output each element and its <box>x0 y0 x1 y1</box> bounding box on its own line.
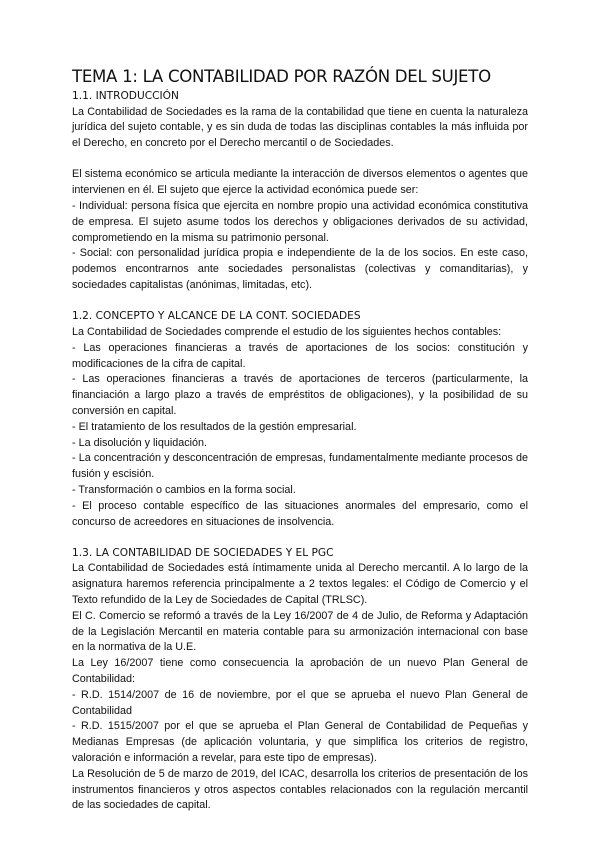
list-item: - El tratamiento de los resultados de la gestión empresarial. <box>72 420 357 433</box>
section-spacer <box>72 294 528 310</box>
paragraph: La Contabilidad de Sociedades es la rama de la contabilidad que tiene en cuenta la naturaleza jurídica del sujeto contable, y es sin duda de todas las disciplinas contables la más influida por el Derecho, en concreto por el Derecho mercantil o de Sociedades. <box>72 105 528 150</box>
paragraph: El C. Comercio se reformó a través de la Ley 16/2007 de 4 de Julio, de Reforma y Adaptación de la Legislación Mercantil en materia contable para su armonización internacional con base en la normativa de la U.E. <box>72 609 528 654</box>
paragraph-spacer <box>72 152 528 168</box>
document-page <box>72 66 528 814</box>
paragraph: La Resolución de 5 de marzo de 2019, del ICAC, desarrolla los criterios de presentación de los instrumentos financieros y otros aspectos contables relacionados con la regulación mercantil de las sociedades de capital. <box>72 767 528 812</box>
section-spacer <box>72 530 528 546</box>
section-heading-pgc: 1.3. LA CONTABILIDAD DE SOCIEDADES Y EL PGC <box>72 546 334 559</box>
list-item: - La disolución y liquidación. <box>72 436 208 449</box>
paragraph: La Ley 16/2007 tiene como consecuencia la aprobación de un nuevo Plan General de Contabilidad: <box>72 657 528 685</box>
list-item: - El proceso contable específico de las situaciones anormales del empresario, como el concurso de acreedores en situaciones de insolvencia. <box>72 499 528 528</box>
list-item: - Individual: persona física que ejercita en nombre propio una actividad económica constitutiva de empresa. El sujeto asume todos los derechos y obligaciones derivados de su actividad, comprometiendo en la misma su patrimonio personal. <box>72 200 528 244</box>
document-title: TEMA 1: LA CONTABILIDAD POR RAZÓN DEL SUJETO <box>72 67 491 86</box>
list-item: - Las operaciones financieras a través de aportaciones de los socios: constitución y modificaciones de la cifra de capital. <box>72 341 528 370</box>
list-item: - Las operaciones financieras a través de aportaciones de terceros (particularmente, la financiación a largo plazo a través de empréstitos de obligaciones), y la posibilidad de su conversión en capital. <box>72 373 528 417</box>
section-heading-introduccion: 1.1. INTRODUCCIÓN <box>72 90 179 102</box>
paragraph: El sistema económico se articula mediante la interacción de diversos elementos o agentes que intervienen en él. El sujeto que ejerce la actividad económica puede ser: <box>72 168 528 197</box>
list-item: - R.D. 1515/2007 por el que se aprueba el Plan General de Contabilidad de Pequeñas y Medianas Empresas (de aplicación voluntaria, y que simplifica los criterios de registro, valoración e información a revelar, para este tipo de empresas). <box>72 720 528 764</box>
list-item: - Social: con personalidad jurídica propia e independiente de la de los socios. En este caso, podemos encontrarnos ante sociedades personalistas (colectivas y comanditarias), y sociedades capitalistas (anónimas, limitadas, etc). <box>72 247 528 292</box>
paragraph: La Contabilidad de Sociedades está íntimamente unida al Derecho mercantil. A lo largo de la asignatura haremos referencia principalmente a 2 textos legales: el Código de Comercio y el Texto refundido de la Ley de Sociedades de Capital (TRLSC). <box>72 562 528 606</box>
section-heading-concepto: 1.2. CONCEPTO Y ALCANCE DE LA CONT. SOCIEDADES <box>72 310 361 323</box>
list-item: - La concentración y desconcentración de empresas, fundamentalmente mediante procesos de fusión y escisión. <box>72 452 528 481</box>
list-item: - R.D. 1514/2007 de 16 de noviembre, por el que se aprueba el nuevo Plan General de Contabilidad <box>72 688 528 717</box>
paragraph: La Contabilidad de Sociedades comprende el estudio de los siguientes hechos contables: <box>72 325 502 338</box>
list-item: - Transformación o cambios en la forma social. <box>72 483 296 496</box>
